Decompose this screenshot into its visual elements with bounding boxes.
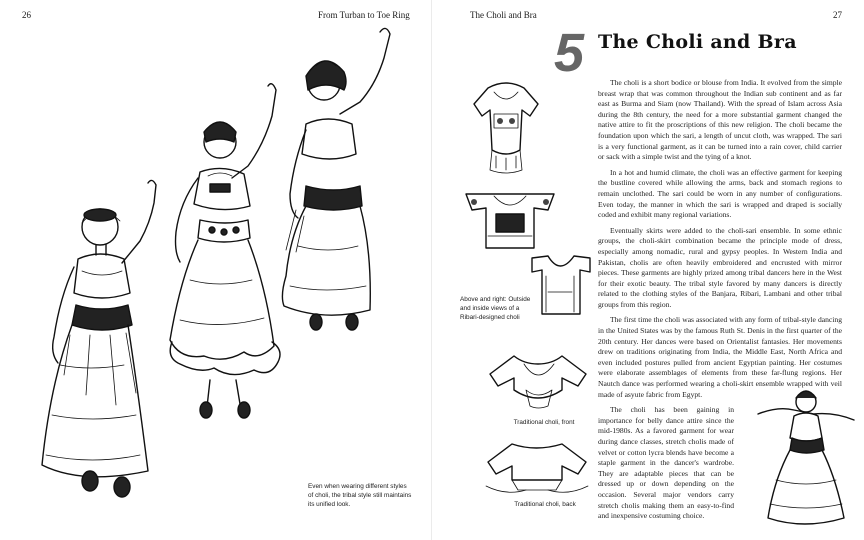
traditional-choli-front-illustration (484, 350, 594, 415)
dancer-illustration-3 (270, 26, 400, 366)
caption-choli-back: Traditional choli, back (514, 501, 576, 508)
rabari-choli-illustration-inside (526, 252, 596, 322)
paragraph: In a hot and humid climate, the choli was an effective garment for keeping the bustline covered while allowing the arms, back and stomach regions to remain unclothed. The sari could be worn in any number of configurations. Even today, the manner in which the sari is wrapped and draped is socially coded and exhibit many regional variations. (598, 167, 842, 220)
paragraph: The first time the choli was associated with any form of tribal-style dancing in the United States was by the famous Ruth St. Denis in the first quarter of the 20th century. Her dances were based on Orientalist fantasies. Her movements drew on traditions originating from India, the Middle East, North Africa and even included postures pulled from ancient Egyptian painting. Her costumes were elaborate assemblages of elements from these far-flung regions. Her Nautch dance was performed wearing a choli-skirt ensemble wrapped with veil made of asyute fabric from Egypt. (598, 315, 842, 399)
caption-choli-front: Traditional choli, front (513, 419, 575, 426)
paragraph: The choli has been gaining in importance for belly dance attire since the mid-1980s. As a favored garment for wear during dance classes, stretch cholis made of velvet or cotton lycra blends have become a staple garment in the dancer's wardrobe. They are adaptable pieces that can be dressed up or down depending on the occasion. Several major vendors carry stretch cholis making them an easy-to-find and inexpensive costuming choice. (598, 405, 734, 521)
traditional-choli-back-illustration (482, 438, 592, 498)
running-head-right: The Choli and Bra (470, 10, 537, 20)
paragraph: Eventually skirts were added to the choli-sari ensemble. In some ethnic groups, the choli-skirt combination became the principle mode of dress, especially among nomadic, rural and gypsy peoples. In Western India and Pakistan, cholis are often heavily embroidered and encrusted with mirror pieces. These garments are highly prized among tribal dancers here in the West for their exotic beauty. The tribal style favored by many dancers is directly related to the clothing styles of the Banjara, Ribari, Lambani and other tribal groups from this region. (598, 225, 842, 309)
chapter-title: The Choli and Bra (598, 31, 797, 53)
page-number-right: 27 (833, 10, 842, 20)
caption-rabari-choli: Above and right: Outside and inside views of a Ribari-designed choli (460, 296, 531, 321)
dancer-illustration-2 (150, 80, 280, 420)
paragraph: The choli is a short bodice or blouse from India. It evolved from the simple breast wrap that was common throughout the Indian sub continent and as far east as Burma and Siam (now Thailand). With the spread of Islam across Asia during the 8th century, the need for a more substantial garment changed the native attire to fit the proscriptions of this new religion. The choli became the foundation upon which the sari, a length of uncut cloth, was wrapped. The sari is a very functional garment, as it can be turned into a rain cover, child carrier or sack with a simple twist and the tying of a knot. (598, 78, 842, 162)
rabari-choli-illustration-outside (460, 188, 560, 258)
dancer-illustration-4 (750, 380, 860, 530)
left-page-caption: Even when wearing different styles of choli, the tribal style still maintains its unified look. (308, 483, 412, 508)
rabari-choli-illustration-top (466, 80, 546, 180)
chapter-number: 5 (554, 23, 585, 83)
page-number-left: 26 (22, 10, 31, 20)
right-page (432, 0, 864, 540)
running-head-left: From Turban to Toe Ring (318, 10, 410, 20)
